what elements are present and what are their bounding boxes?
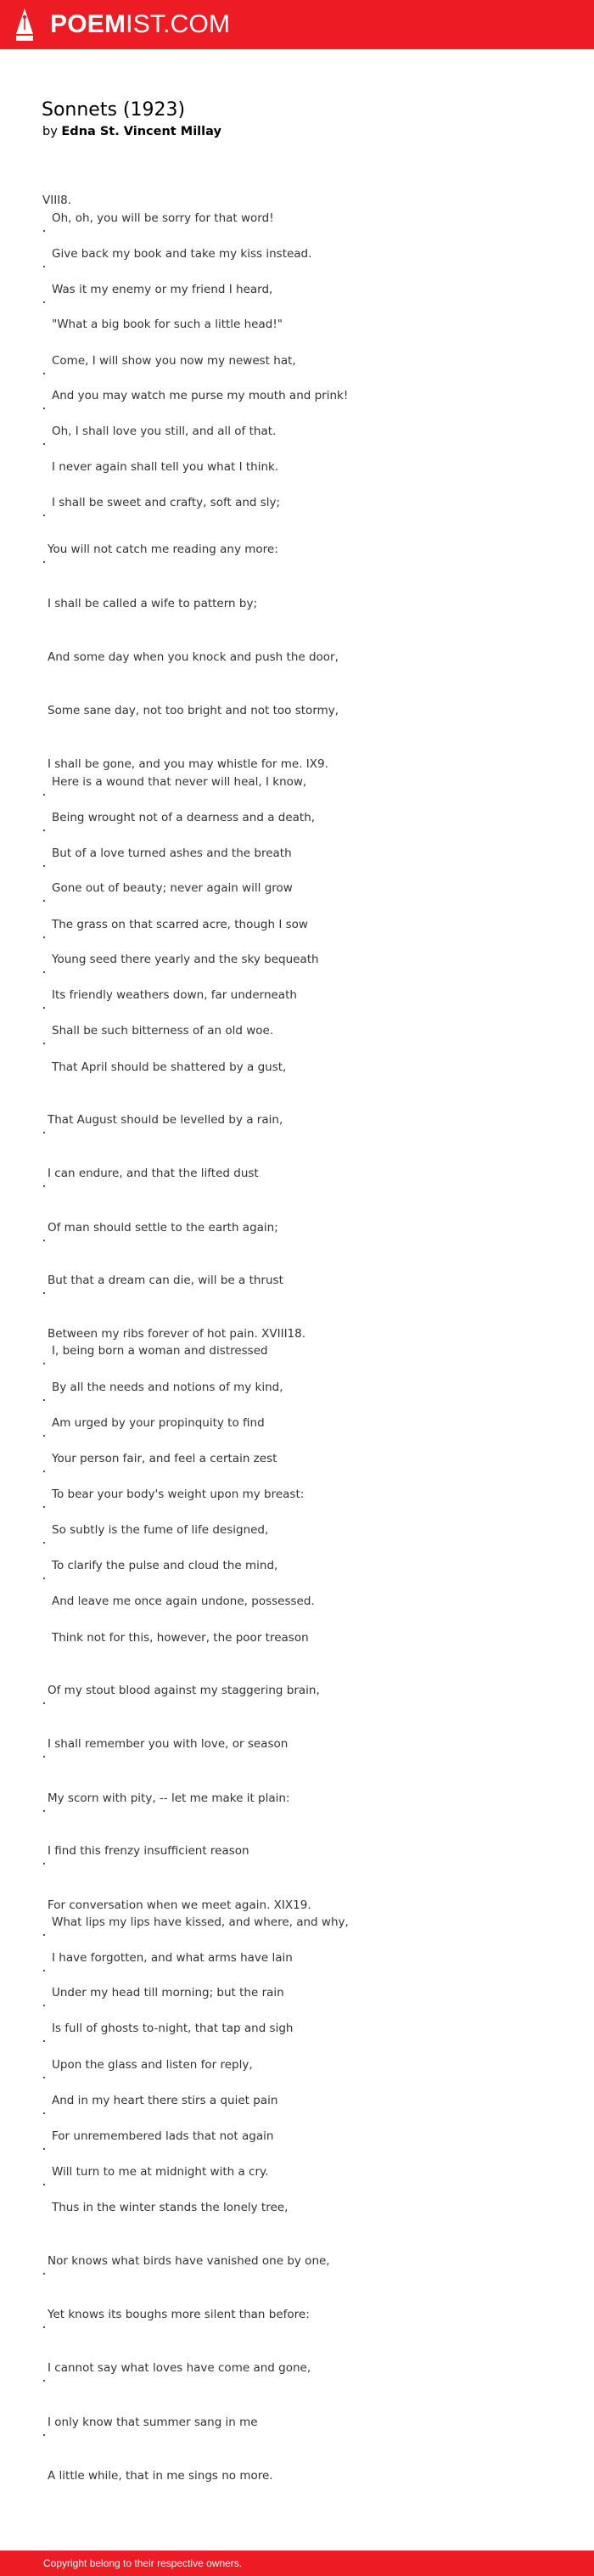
poem-line-text: Some sane day, not too bright and not too stormy, xyxy=(48,704,339,717)
line-separator-dot xyxy=(43,1578,45,1579)
poem-line xyxy=(43,2058,253,2072)
line-separator-dot xyxy=(43,1435,45,1437)
poem-line-text: I, being born a woman and distressed xyxy=(52,1344,268,1358)
poem-line xyxy=(43,1274,283,1287)
poem-line xyxy=(43,1488,304,1501)
line-separator-dot xyxy=(43,266,45,267)
line-separator-dot xyxy=(43,1934,45,1936)
poem-line xyxy=(43,389,348,402)
poem-line-text: And some day when you knock and push the door, xyxy=(48,650,339,664)
poem-line xyxy=(43,650,339,664)
poem-line-text: I only know that summer sang in me xyxy=(48,2416,258,2429)
line-separator-dot xyxy=(43,2380,45,2382)
line-separator-dot xyxy=(43,971,45,973)
poem-line-text: Here is a wound that never will heal, I know, xyxy=(52,775,307,789)
line-separator-dot xyxy=(43,2005,45,2006)
poem-line-text: To bear your body's weight upon my breast: xyxy=(52,1488,305,1501)
poem-line xyxy=(43,1416,265,1430)
line-separator-dot xyxy=(43,2184,45,2185)
poem-line-text: I shall remember you with love, or season xyxy=(48,1737,289,1751)
line-separator-dot xyxy=(43,1702,45,1704)
line-separator-dot xyxy=(43,1043,45,1044)
poem-line xyxy=(43,2201,288,2214)
poem-line-text: Am urged by your propinquity to find xyxy=(52,1416,265,1430)
poem-line xyxy=(42,194,71,207)
line-separator-dot xyxy=(43,1756,45,1758)
line-separator-dot xyxy=(43,2326,45,2328)
poem-line xyxy=(43,1684,320,1697)
poem-line-text: Under my head till morning; but the rain xyxy=(52,1986,284,1999)
footer-copyright: Copyright belong to their respective owners. xyxy=(43,2557,243,2569)
line-separator-dot xyxy=(43,2040,45,2042)
poem-line xyxy=(43,318,283,331)
line-separator-dot xyxy=(43,1132,45,1133)
poem-title: Sonnets (1923) xyxy=(42,99,186,121)
poem-line xyxy=(43,2094,277,2107)
poem-line xyxy=(43,704,339,717)
poem-line-text: For unremembered lads that not again xyxy=(52,2129,274,2143)
line-separator-dot xyxy=(43,2273,45,2275)
line-separator-dot xyxy=(43,1970,45,1971)
poem-line-text: Between my ribs forever of hot pain. XVIII18. xyxy=(48,1327,306,1341)
poem-line-text: A little while, that in me sings no more. xyxy=(48,2469,273,2483)
poem-line xyxy=(43,1523,268,1537)
line-separator-dot xyxy=(43,900,45,902)
poem-line-text: So subtly is the fume of life designed, xyxy=(52,1523,269,1537)
poem-line xyxy=(43,1631,309,1645)
poem-line-text: And you may watch me purse my mouth and prink! xyxy=(52,389,349,402)
poem-line-text: I shall be gone, and you may whistle for me. IX9. xyxy=(48,757,328,771)
line-separator-dot xyxy=(43,230,45,232)
poem-line xyxy=(43,354,296,368)
line-separator-dot xyxy=(43,2434,45,2436)
poem-line-text: And in my heart there stirs a quiet pain xyxy=(52,2094,278,2107)
poem-line xyxy=(43,2254,330,2268)
poem-line xyxy=(43,2129,273,2143)
poem-line-text: Is full of ghosts to-night, that tap and sigh xyxy=(52,2022,294,2035)
poem-line xyxy=(43,211,274,225)
line-separator-dot xyxy=(43,443,45,445)
line-separator-dot xyxy=(43,2077,45,2078)
line-separator-dot xyxy=(43,1399,45,1401)
poem-line xyxy=(43,811,315,824)
poem-line-text: Oh, I shall love you still, and all of that. xyxy=(52,425,277,438)
poem-line xyxy=(43,1327,305,1341)
poem-line xyxy=(43,1221,278,1235)
poem-line-text: I can endure, and that the lifted dust xyxy=(48,1167,259,1180)
byline-prefix: by xyxy=(42,125,58,138)
poem-line xyxy=(43,425,276,438)
poem-line-text: That April should be shattered by a gust, xyxy=(52,1060,287,1074)
poem-line-text: Its friendly weathers down, far underneath xyxy=(52,988,297,1002)
poem-line xyxy=(43,1791,289,1805)
line-separator-dot xyxy=(43,2112,45,2114)
poem-line xyxy=(43,1113,283,1127)
poem-line-text: Come, I will show you now my newest hat, xyxy=(52,354,296,368)
poem-line-text: What lips my lips have kissed, and where, and why, xyxy=(52,1915,349,1929)
poem-line xyxy=(43,283,272,296)
poem-line xyxy=(43,2361,311,2375)
poem-line-text: Think not for this, however, the poor treason xyxy=(52,1631,309,1645)
poem-byline xyxy=(42,123,221,140)
fountain-pen-nib-icon xyxy=(14,7,35,42)
poem-line-text: Yet knows its boughs more silent than before: xyxy=(48,2308,310,2321)
poem-line-text: I have forgotten, and what arms have lain xyxy=(52,1951,293,1965)
poem-line-text: Gone out of beauty; never again will grow xyxy=(52,881,293,895)
site-footer xyxy=(0,2551,594,2576)
line-separator-dot xyxy=(43,515,45,516)
line-separator-dot xyxy=(43,1240,45,1241)
poem-line xyxy=(43,496,280,509)
poem-line-text: I find this frenzy insufficient reason xyxy=(48,1844,249,1858)
site-logo-text xyxy=(50,7,230,42)
poem-line xyxy=(43,953,319,966)
poem-line-text: Being wrought not of a dearness and a death, xyxy=(52,811,316,824)
poem-line xyxy=(43,460,278,474)
poem-line xyxy=(43,1344,268,1358)
poem-line xyxy=(43,543,278,556)
line-separator-dot xyxy=(43,301,45,303)
brand-strong: POEM xyxy=(50,10,126,38)
poem-line-text: For conversation when we meet again. XIX19. xyxy=(48,1898,311,1912)
poem-line-text: Your person fair, and feel a certain zest xyxy=(52,1452,277,1465)
poem-line-text: I shall be sweet and crafty, soft and sly; xyxy=(52,496,281,509)
line-separator-dot xyxy=(43,830,45,831)
poem-line xyxy=(43,1381,283,1394)
poem-line xyxy=(43,1452,277,1465)
poem-line xyxy=(43,1060,286,1074)
line-separator-dot xyxy=(43,561,45,563)
poem-line xyxy=(43,846,292,860)
poem-line-text: But of a love turned ashes and the breath xyxy=(52,846,292,860)
site-header xyxy=(0,0,594,49)
poem-line xyxy=(43,2022,293,2035)
poem-line-text: And leave me once again undone, possessed. xyxy=(52,1595,315,1608)
poem-line-text: Nor knows what birds have vanished one by one, xyxy=(48,2254,330,2268)
poem-line-text: By all the needs and notions of my kind, xyxy=(52,1381,283,1394)
poem-line xyxy=(43,775,306,789)
poem-line-text: Thus in the winter stands the lonely tree, xyxy=(52,2201,289,2214)
poem-line-text: You will not catch me reading any more: xyxy=(48,543,278,556)
poem-line xyxy=(43,597,257,610)
poem-line-text: Shall be such bitterness of an old woe. xyxy=(52,1024,274,1038)
poem-line xyxy=(43,1737,288,1751)
line-separator-dot xyxy=(43,1506,45,1508)
brand-light: IST.COM xyxy=(126,10,231,38)
line-separator-dot xyxy=(43,2148,45,2150)
line-separator-dot xyxy=(43,1185,45,1187)
line-separator-dot xyxy=(43,1810,45,1812)
line-separator-dot xyxy=(43,1363,45,1364)
line-separator-dot xyxy=(43,1292,45,1294)
line-separator-dot xyxy=(43,865,45,867)
poem-line-text: My scorn with pity, -- let me make it plain: xyxy=(48,1791,290,1805)
poem-line-text: That August should be levelled by a rain, xyxy=(48,1113,283,1127)
poem-line-text: I shall be called a wife to pattern by; xyxy=(48,597,258,610)
poem-line-text: Young seed there yearly and the sky bequeath xyxy=(52,953,319,966)
poem-line-text: The grass on that scarred acre, though I sow xyxy=(52,918,308,931)
line-separator-dot xyxy=(43,1542,45,1544)
poem-line xyxy=(43,1559,277,1572)
poem-line xyxy=(43,2165,268,2179)
poem-line xyxy=(43,1915,349,1929)
poem-line xyxy=(43,918,308,931)
poem-line-text: To clarify the pulse and cloud the mind, xyxy=(52,1559,278,1572)
site-logo-link[interactable] xyxy=(14,7,230,42)
poem-line xyxy=(43,1595,315,1608)
poem-line xyxy=(43,1844,249,1858)
poem-line-text: I cannot say what loves have come and gone, xyxy=(48,2361,311,2375)
poem-line xyxy=(43,2469,273,2483)
poem-line xyxy=(43,1167,259,1180)
poem-line xyxy=(43,2416,258,2429)
poem-line xyxy=(43,757,328,771)
poem-line xyxy=(43,881,293,895)
poem-line-text: Of my stout blood against my staggering brain, xyxy=(48,1684,320,1697)
poem-line xyxy=(43,1951,293,1965)
poem-line xyxy=(43,1024,273,1038)
line-separator-dot xyxy=(43,794,45,796)
line-separator-dot xyxy=(43,1007,45,1009)
poem-line-text: Of man should settle to the earth again; xyxy=(48,1221,278,1235)
poem-line xyxy=(43,1898,311,1912)
poem-line-text: Was it my enemy or my friend I heard, xyxy=(52,283,273,296)
poem-line-text: I never again shall tell you what I think. xyxy=(52,460,279,474)
poem-line-text: Give back my book and take my kiss instead. xyxy=(52,247,312,261)
poem-line xyxy=(43,1986,284,1999)
poem-line-text: Oh, oh, you will be sorry for that word! xyxy=(52,211,274,225)
line-separator-dot xyxy=(43,1471,45,1472)
poem-line xyxy=(43,988,297,1002)
poem-line-text: "What a big book for such a little head!" xyxy=(52,318,283,331)
poem-line-text: Will turn to me at midnight with a cry. xyxy=(52,2165,269,2179)
line-separator-dot xyxy=(43,408,45,409)
poem-line xyxy=(43,247,311,261)
poem-line-text: But that a dream can die, will be a thrust xyxy=(48,1274,283,1287)
poem-line xyxy=(43,2308,310,2321)
author-link[interactable]: Edna St. Vincent Millay xyxy=(61,125,221,138)
poem-line-text: Upon the glass and listen for reply, xyxy=(52,2058,253,2072)
line-separator-dot xyxy=(43,373,45,374)
line-separator-dot xyxy=(43,936,45,938)
sonnet-number: VIII8. xyxy=(42,194,72,207)
line-separator-dot xyxy=(43,1863,45,1865)
